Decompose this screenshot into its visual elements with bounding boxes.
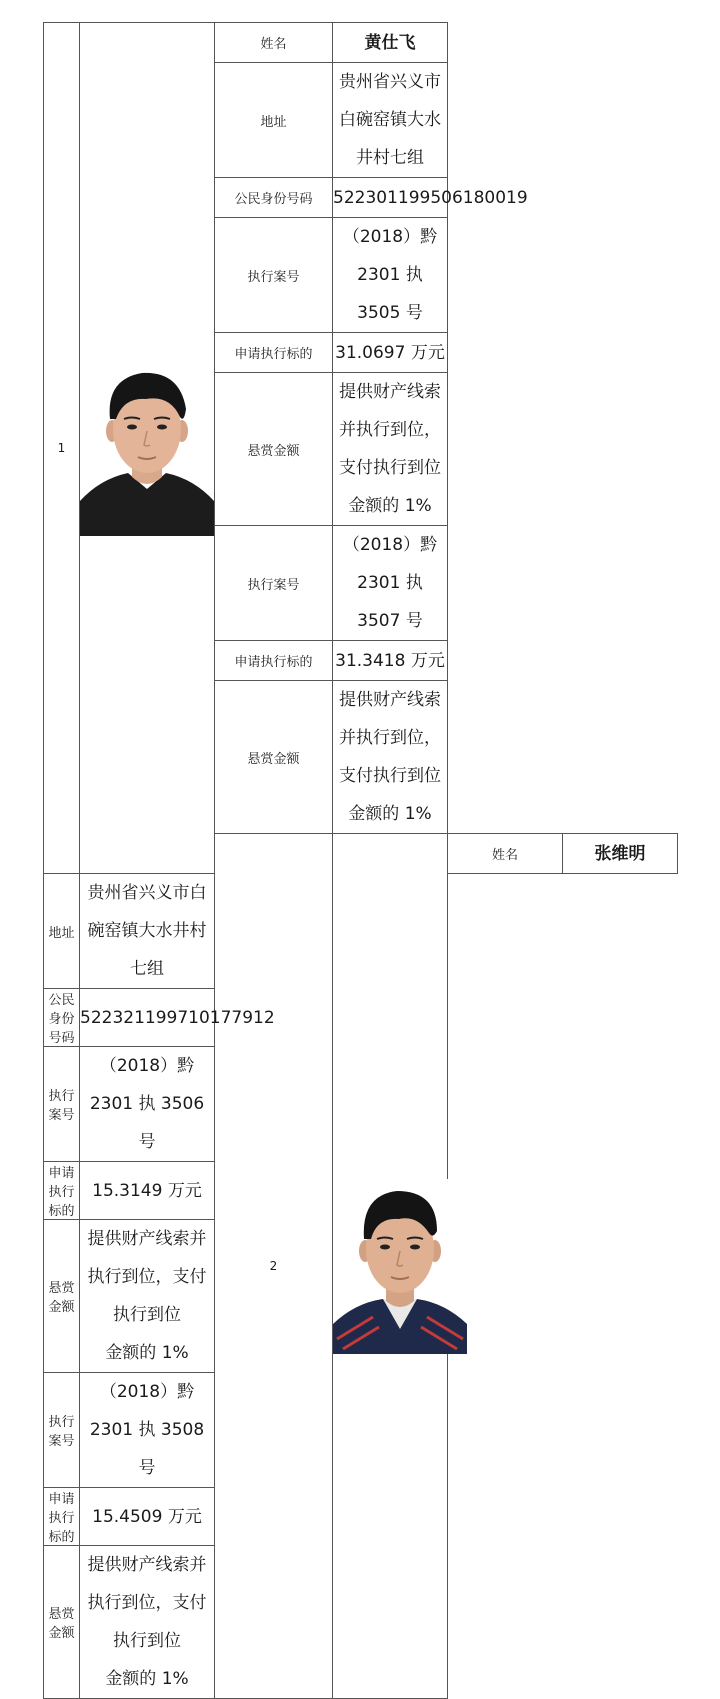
record-2-reward-1-line2: 金额的 1%: [105, 1343, 189, 1363]
record-1-index: 1: [44, 23, 80, 874]
record-2-case-2-number: （2018）黔 2301 执 3508 号: [80, 1373, 215, 1488]
person-photo-2: [333, 1179, 467, 1354]
record-2-name: 张维明: [563, 834, 678, 874]
record-1-name-label: 姓名: [215, 23, 333, 63]
record-2-amount-1: 15.3149 万元: [80, 1162, 215, 1220]
record-1-case-1-number: （2018）黔 2301 执 3505 号: [333, 218, 448, 333]
record-2-reward-2-line1: 提供财产线索并执行到位，支付执行到位: [87, 1555, 207, 1651]
record-2-id-number: 522321199710177912: [80, 989, 215, 1047]
record-2-address: 贵州省兴义市白碗窑镇大水井村七组: [80, 874, 215, 989]
record-2-case-1-number: （2018）黔 2301 执 3506 号: [80, 1047, 215, 1162]
record-1-amount-1: 31.0697 万元: [333, 333, 448, 373]
record-1-reward-1-line2: 金额的 1%: [348, 496, 432, 516]
record-2-reward-2-line2: 金额的 1%: [105, 1669, 189, 1689]
record-1-case-2-number: （2018）黔 2301 执 3507 号: [333, 526, 448, 641]
record-2-index: 2: [215, 834, 333, 1699]
record-2-amount-2-label: 申请执行标的: [44, 1488, 80, 1546]
record-1-reward-2: [333, 681, 448, 834]
record-2-case-1-label: 执行案号: [44, 1047, 80, 1162]
record-2-id-label: 公民身份号码: [44, 989, 80, 1047]
record-1-name: 黄仕飞: [333, 23, 448, 63]
record-2-address-label: 地址: [44, 874, 80, 989]
record-2-reward-1-line1: 提供财产线索并执行到位，支付执行到位: [87, 1229, 207, 1325]
record-2-amount-2: 15.4509 万元: [80, 1488, 215, 1546]
record-1-amount-2-label: 申请执行标的: [215, 641, 333, 681]
record-2-amount-1-label: 申请执行标的: [44, 1162, 80, 1220]
record-1-address: 贵州省兴义市白碗窑镇大水井村七组: [333, 63, 448, 178]
record-2-reward-2: [80, 1546, 215, 1699]
record-1-photo: [80, 23, 215, 874]
record-1-reward-1-label: 悬赏金额: [215, 373, 333, 526]
record-2-reward-1: [80, 1220, 215, 1373]
record-2-reward-1-label: 悬赏金额: [44, 1220, 80, 1373]
record-1-case-2-label: 执行案号: [215, 526, 333, 641]
record-1-id-label: 公民身份号码: [215, 178, 333, 218]
record-1-amount-2: 31.3418 万元: [333, 641, 448, 681]
records-table: [43, 22, 678, 1699]
person-photo-1: [80, 361, 214, 536]
record-1-case-1-label: 执行案号: [215, 218, 333, 333]
record-1-reward-2-line1: 提供财产线索并执行到位，支付执行到位: [339, 690, 441, 786]
record-1-address-label: 地址: [215, 63, 333, 178]
record-2-case-2-label: 执行案号: [44, 1373, 80, 1488]
record-1-name-row: [44, 23, 678, 63]
record-1-reward-1: [333, 373, 448, 526]
record-1-reward-2-line2: 金额的 1%: [348, 804, 432, 824]
record-1-id-number: 522301199506180019: [333, 178, 448, 218]
record-2-photo: [333, 834, 448, 1699]
record-1-reward-2-label: 悬赏金额: [215, 681, 333, 834]
record-1-reward-1-line1: 提供财产线索并执行到位，支付执行到位: [339, 382, 441, 478]
record-1-amount-1-label: 申请执行标的: [215, 333, 333, 373]
record-2-reward-2-label: 悬赏金额: [44, 1546, 80, 1699]
record-2-name-label: 姓名: [448, 834, 563, 874]
